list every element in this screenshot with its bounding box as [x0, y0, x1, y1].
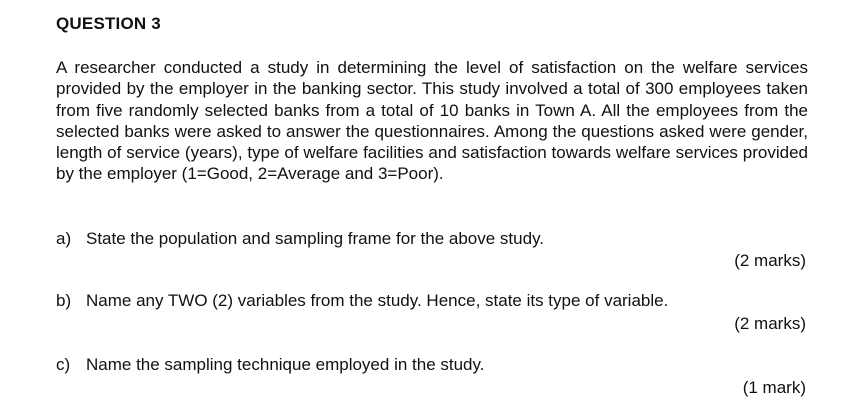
sub-question-label: b): [56, 291, 72, 310]
sub-question-text: State the population and sampling frame for the above study.: [86, 229, 545, 248]
marks-a: (2 marks): [734, 251, 806, 270]
question-heading: QUESTION 3: [56, 14, 161, 33]
sub-question-text: Name the sampling technique employed in the study.: [86, 355, 485, 374]
sub-question-text: Name any TWO (2) variables from the study. Hence, state its type of variable.: [86, 291, 669, 310]
marks-c: (1 mark): [742, 378, 806, 397]
sub-question-c: [56, 354, 484, 375]
marks-b: (2 marks): [734, 314, 806, 333]
question-paragraph: A researcher conducted a study in determining the level of satisfaction on the welfare services provided by the employer in the banking sector. This study involved a total of 300 employees taken from five randomly selected banks from a total of 10 banks in Town A. All the employees from the selected banks were asked to answer the questionnaires. Among the questions asked were gender, length of service (years), type of welfare facilities and satisfaction towards welfare services provided by the employer (1=Good, 2=Average and 3=Poor).: [56, 58, 808, 184]
sub-question-a: [56, 228, 544, 249]
sub-question-label: a): [56, 229, 72, 248]
sub-question-label: c): [56, 355, 71, 374]
sub-question-b: [56, 290, 668, 311]
